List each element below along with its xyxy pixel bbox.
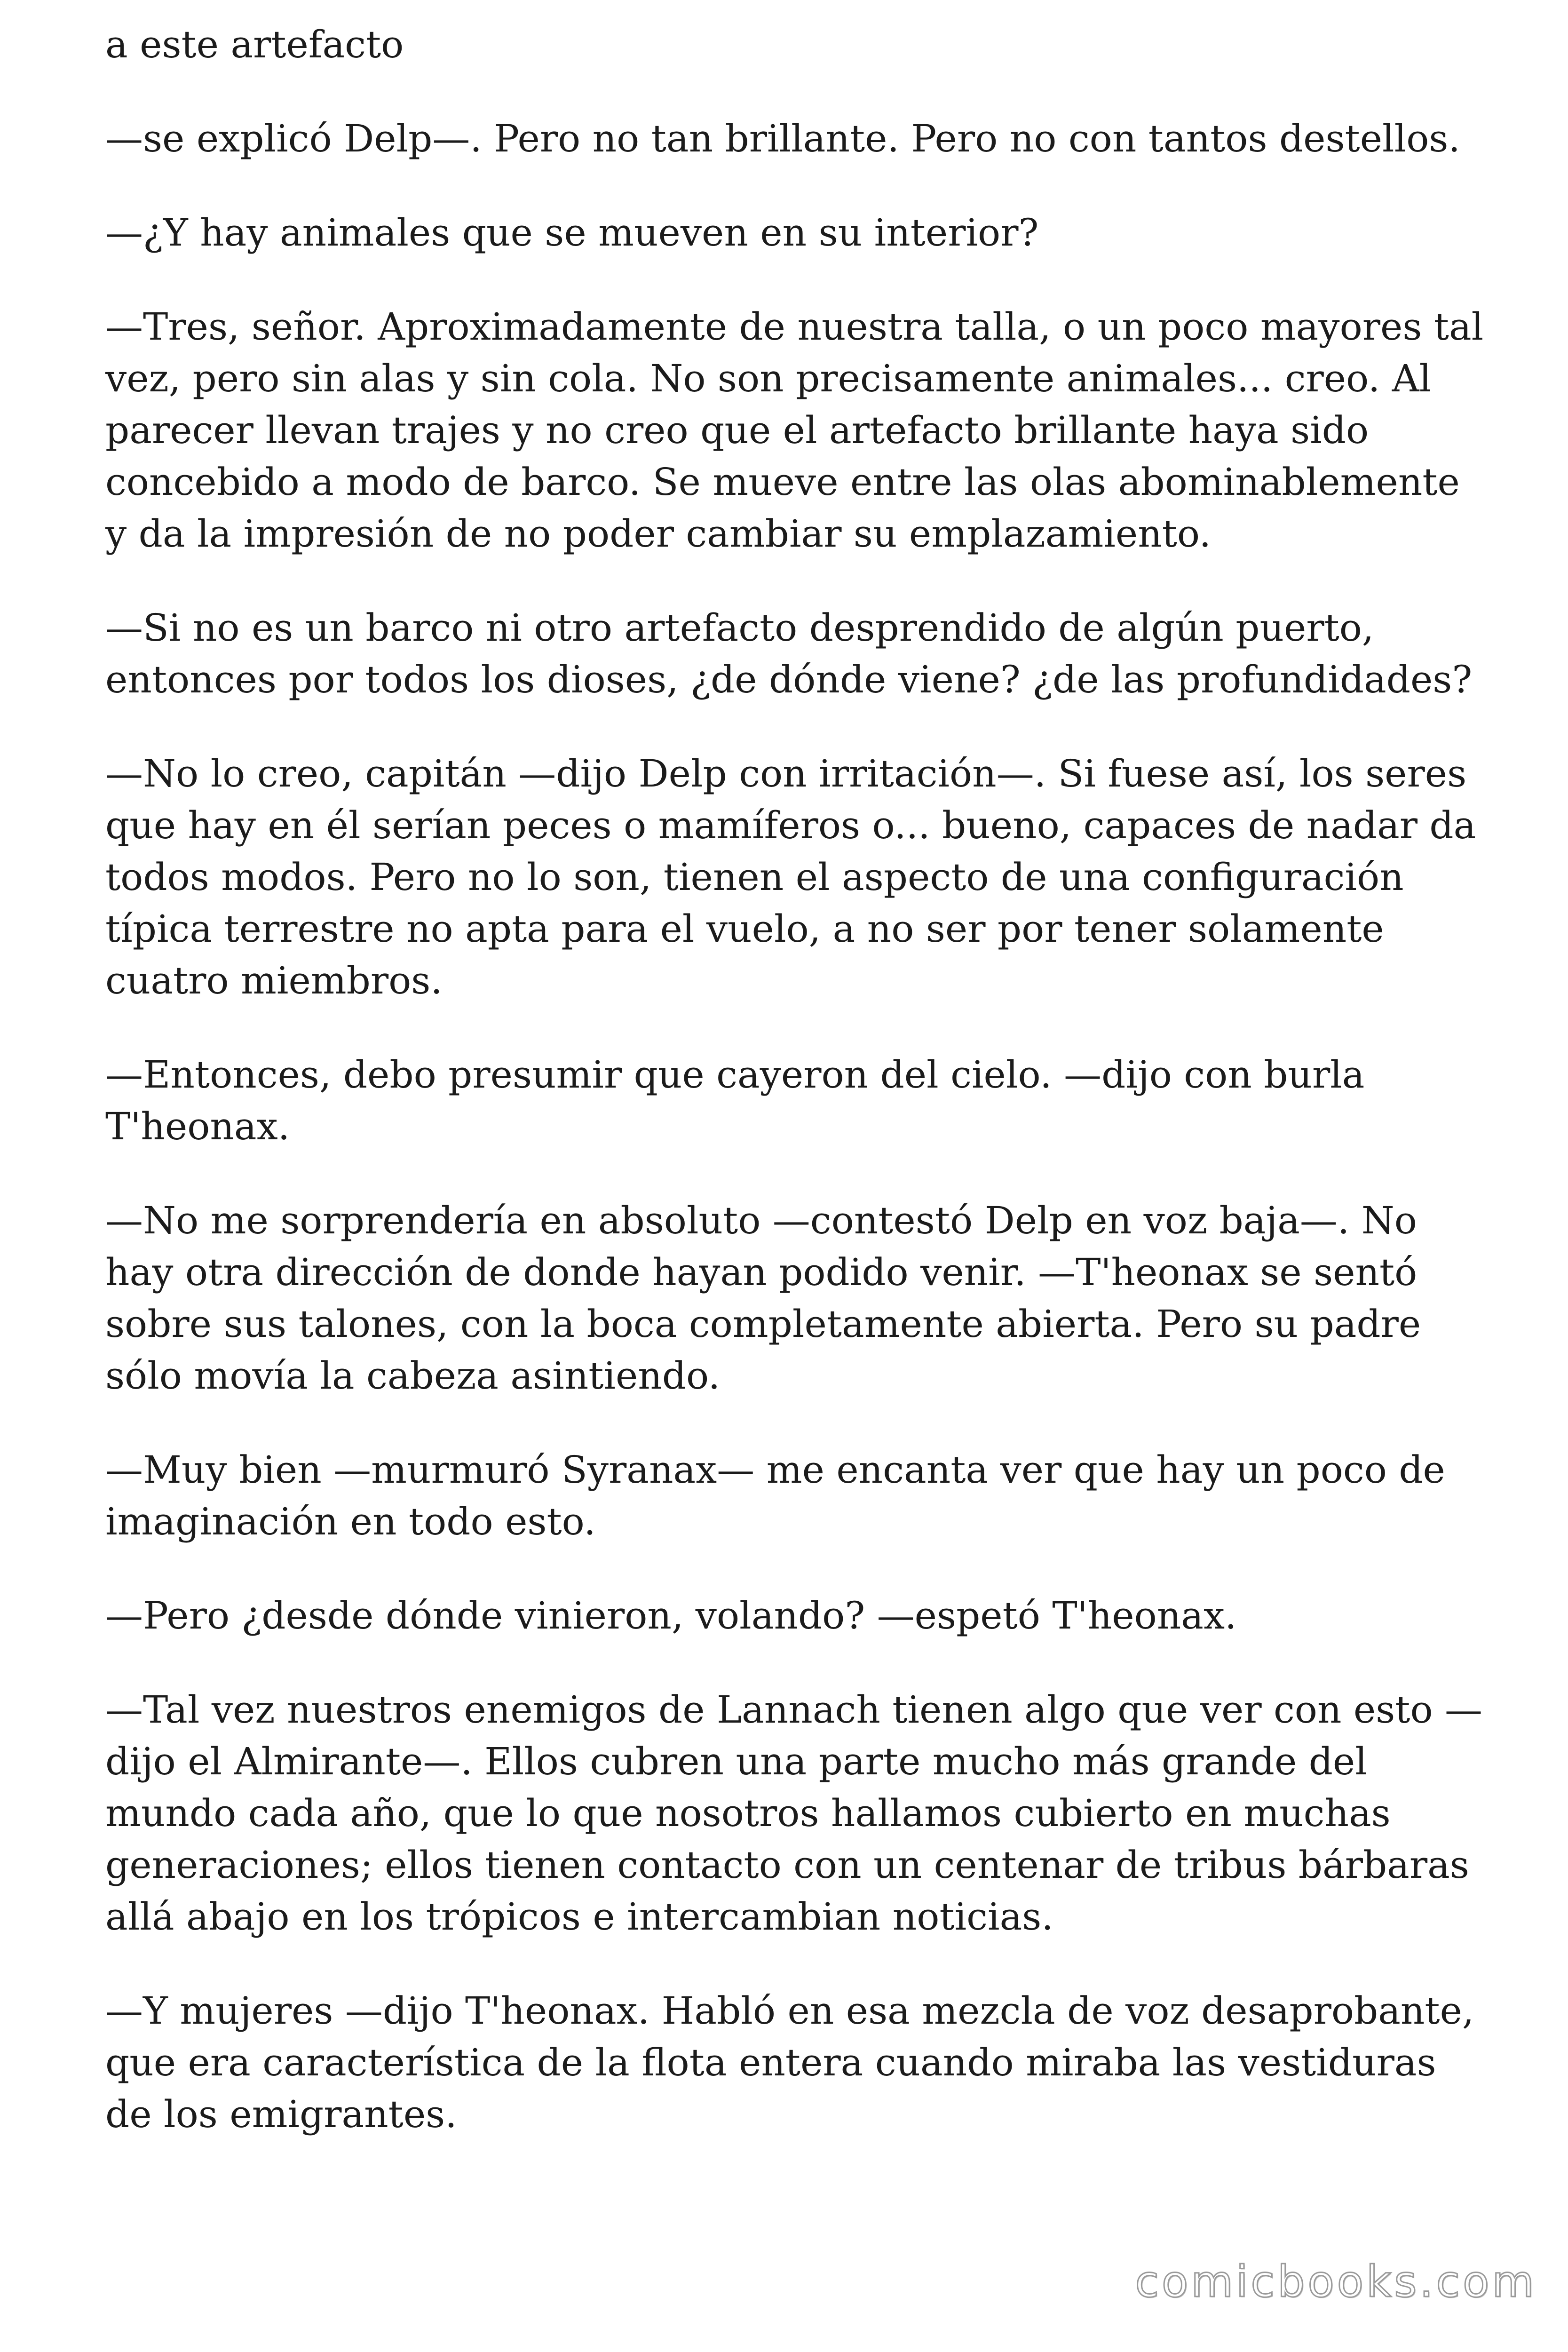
paragraph: —Tres, señor. Aproximadamente de nuestra talla, o un poco mayores tal vez, pero sin alas y sin cola. No son precisamente animales... creo. Al parecer llevan trajes y no creo que el artefacto brillante haya sido concebido a modo de barco. Se mueve entre las olas abominablemente y da la impresión de no poder cambiar su emplazamiento. bbox=[105, 305, 1484, 556]
paragraph: —No me sorprendería en absoluto —contestó Delp en voz baja—. No hay otra dirección de donde hayan podido venir. —T'heonax se sentó sobre sus talones, con la boca completamente abierta. Pero su padre sólo movía la cabeza asintiendo. bbox=[105, 1199, 1421, 1398]
document-page bbox=[105, 19, 1493, 2183]
paragraph: —Muy bien —murmuró Syranax— me encanta ver que hay un poco de imaginación en todo esto. bbox=[105, 1448, 1445, 1543]
paragraph: —Y mujeres —dijo T'heonax. Habló en esa mezcla de voz desaprobante, que era característica de la flota entera cuando miraba las vestiduras de los emigrantes. bbox=[105, 1989, 1474, 2136]
paragraph: —Pero ¿desde dónde vinieron, volando? —espetó T'heonax. bbox=[105, 1594, 1237, 1637]
paragraph: —Si no es un barco ni otro artefacto desprendido de algún puerto, entonces por todos los dioses, ¿de dónde viene? ¿de las profundidades? bbox=[105, 606, 1473, 701]
paragraph: —No lo creo, capitán —dijo Delp con irritación—. Si fuese así, los seres que hay en él serían peces o mamíferos o... bueno, capaces de nadar da todos modos. Pero no lo son, tienen el aspecto de una configuración típica terrestre no apta para el vuelo, a no ser por tener solamente cuatro miembros. bbox=[105, 752, 1476, 1002]
paragraph: —Entonces, debo presumir que cayeron del cielo. —dijo con burla T'heonax. bbox=[105, 1053, 1365, 1148]
paragraph: —Tal vez nuestros enemigos de Lannach tienen algo que ver con esto —dijo el Almirante—. Ellos cubren una parte mucho más grande del mundo cada año, que lo que nosotros hallamos cubierto en muchas generaciones; ellos tienen contacto con un centenar de tribus bárbaras allá abajo en los trópicos e intercambian noticias. bbox=[105, 1688, 1483, 1939]
paragraph: —¿Y hay animales que se mueven en su interior? bbox=[105, 211, 1039, 254]
paragraph: a este artefacto bbox=[105, 23, 404, 66]
watermark: comicbooks.com bbox=[1135, 2257, 1537, 2307]
paragraph: —se explicó Delp—. Pero no tan brillante. Pero no con tantos destellos. bbox=[105, 117, 1460, 160]
